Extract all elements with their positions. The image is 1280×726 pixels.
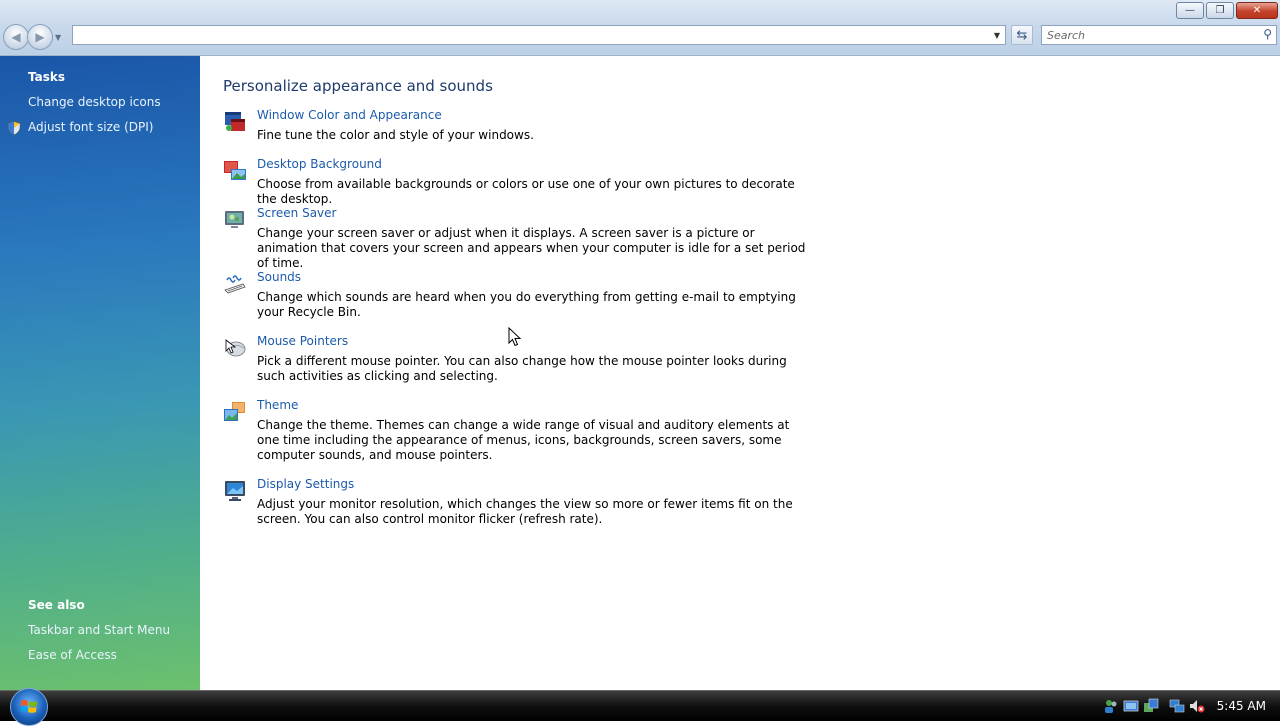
minimize-button[interactable]: — — [1176, 2, 1204, 19]
start-button[interactable] — [10, 688, 48, 726]
sounds-link[interactable]: Sounds — [257, 270, 302, 284]
taskbar — [0, 690, 1280, 721]
ease-of-access-link[interactable]: Ease of Access — [28, 648, 117, 662]
task-pane — [0, 56, 200, 690]
close-button[interactable]: ✕ — [1236, 2, 1278, 19]
sounds-icon — [223, 272, 247, 296]
address-bar[interactable] — [72, 25, 1006, 45]
maximize-button[interactable]: ❐ — [1206, 2, 1234, 19]
change-desktop-icons-link[interactable]: Change desktop icons — [28, 95, 161, 109]
display-settings-description: Adjust your monitor resolution, which changes the view so more or fewer items fit on the screen. You can also control monitor flicker (refresh rate). — [257, 497, 793, 526]
theme-description: Change the theme. Themes can change a wide range of visual and auditory elements at one time including the appearance of menus, icons, backgrounds, screen savers, some computer sounds, and mouse pointers. — [257, 418, 790, 462]
display-settings-link[interactable]: Display Settings — [257, 477, 355, 491]
forward-button[interactable] — [27, 24, 53, 50]
adjust-font-size-link[interactable]: Adjust font size (DPI) — [28, 120, 154, 134]
window-color-icon — [223, 110, 247, 134]
search-box[interactable] — [1041, 25, 1277, 45]
screen-saver-link[interactable]: Screen Saver — [257, 206, 337, 220]
tasks-heading: Tasks — [28, 70, 66, 84]
desktop-background-link[interactable]: Desktop Background — [257, 157, 382, 171]
mouse-pointers-link[interactable]: Mouse Pointers — [257, 334, 349, 348]
desktop-background-description: Choose from available backgrounds or colors or use one of your own pictures to decorate the desktop. — [257, 177, 795, 206]
search-input[interactable] — [1042, 26, 1247, 44]
see-also-heading: See also — [28, 598, 85, 612]
screen-saver-icon — [223, 208, 247, 232]
forward-arrow-icon: ▶ — [35, 30, 45, 44]
window-controls — [1176, 2, 1278, 19]
shield-icon — [7, 121, 21, 135]
mouse-pointers-description: Pick a different mouse pointer. You can also change how the mouse pointer looks during such activities as clicking and selecting. — [257, 354, 787, 383]
display-settings-icon — [223, 479, 247, 503]
refresh-button[interactable] — [1011, 25, 1033, 45]
switch-windows-icon[interactable] — [1143, 698, 1159, 714]
address-dropdown-icon[interactable]: ▼ — [993, 30, 1001, 40]
mouse-cursor-icon — [508, 327, 522, 347]
show-desktop-icon[interactable] — [1123, 698, 1139, 714]
refresh-icon: ⇆ — [1016, 27, 1028, 43]
users-icon[interactable] — [1103, 698, 1119, 714]
window-toolbar — [0, 0, 1280, 56]
clock[interactable]: 5:45 AM — [1216, 699, 1266, 713]
sounds-description: Change which sounds are heard when you do everything from getting e-mail to emptying your Recycle Bin. — [257, 290, 796, 319]
window-color-link[interactable]: Window Color and Appearance — [257, 108, 442, 122]
window-color-description: Fine tune the color and style of your windows. — [257, 128, 534, 142]
back-button[interactable] — [3, 24, 29, 50]
theme-icon — [223, 400, 247, 424]
screen-saver-description: Change your screen saver or adjust when it displays. A screen saver is a picture or animation that covers your screen and appears when your computer is idle for a set period of time. — [257, 226, 806, 270]
network-icon[interactable] — [1169, 698, 1185, 714]
theme-link[interactable]: Theme — [257, 398, 299, 412]
mouse-pointers-icon — [223, 336, 247, 360]
system-tray — [1103, 691, 1280, 721]
desktop-background-icon — [223, 159, 247, 183]
volume-muted-icon[interactable] — [1189, 698, 1205, 714]
page-title: Personalize appearance and sounds — [223, 77, 493, 95]
recent-pages-dropdown-icon[interactable]: ▼ — [55, 32, 62, 42]
nav-buttons — [3, 24, 61, 50]
taskbar-start-menu-link[interactable]: Taskbar and Start Menu — [28, 623, 171, 637]
search-icon[interactable]: ⚲ — [1263, 27, 1272, 41]
windows-logo-icon — [19, 697, 39, 717]
back-arrow-icon: ◀ — [11, 30, 21, 44]
